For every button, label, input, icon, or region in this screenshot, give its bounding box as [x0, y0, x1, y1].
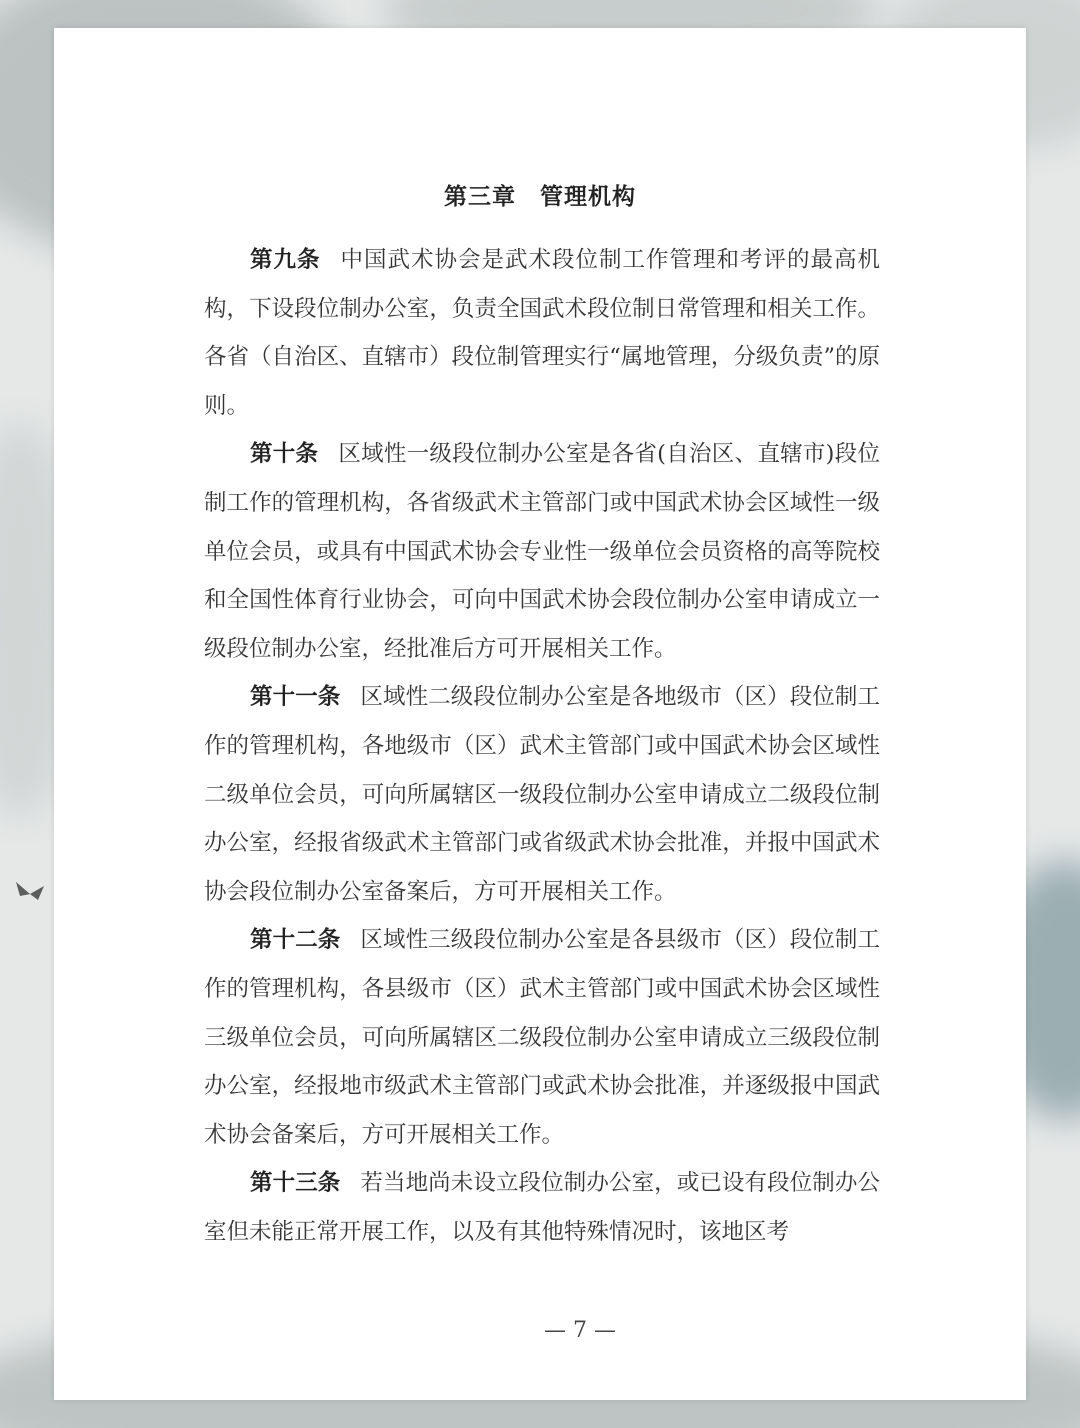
article-12: [204, 916, 880, 1159]
article-text: 若当地尚未设立段位制办公室，或已设有段位制办公室但未能正常开展工作，以及有其他特殊情况时，该地区考: [204, 1170, 880, 1245]
article-text: 区域性三级段位制办公室是各县级市（区）段位制工作的管理机构，各县级市（区）武术主管部门或中国武术协会区域性三级单位会员，可向所属辖区二级段位制办公室申请成立三级段位制办公室，经报地市级武术主管部门或武术协会批准，并逐级报中国武术协会备案后，方可开展相关工作。: [204, 927, 880, 1148]
page-number: — 7 —: [544, 1318, 616, 1343]
article-13: [204, 1159, 880, 1256]
article-label: 第十条: [250, 441, 319, 468]
article-label: 第十一条: [250, 684, 341, 711]
butterfly-icon: [12, 878, 48, 908]
article-label: 第十二条: [250, 927, 341, 954]
document-page: [54, 28, 1026, 1400]
article-9: [204, 236, 880, 430]
chapter-heading: [54, 178, 1026, 211]
chapter-number: 第三章: [444, 184, 516, 210]
chapter-title: 管理机构: [540, 184, 636, 210]
article-10: [204, 430, 880, 673]
article-11: [204, 673, 880, 916]
article-label: 第九条: [250, 247, 321, 273]
article-text: 区域性一级段位制办公室是各省(自治区、直辖市)段位制工作的管理机构，各省级武术主管部门或中国武术协会区域性一级单位会员，或具有中国武术协会专业性一级单位会员资格的高等院校和全国性体育行业协会，可向中国武术协会段位制办公室申请成立一级段位制办公室，经批准后方可开展相关工作。: [204, 441, 880, 662]
article-label: 第十三条: [250, 1170, 341, 1197]
article-text: 区域性二级段位制办公室是各地级市（区）段位制工作的管理机构，各地级市（区）武术主管部门或中国武术协会区域性二级单位会员，可向所属辖区一级段位制办公室申请成立二级段位制办公室，经报省级武术主管部门或省级武术协会批准，并报中国武术协会段位制办公室备案后，方可开展相关工作。: [204, 684, 880, 905]
article-text: 中国武术协会是武术段位制工作管理和考评的最高机构，下设段位制办公室，负责全国武术段位制日常管理和相关工作。各省（自治区、直辖市）段位制管理实行“属地管理，分级负责”的原则。: [204, 247, 880, 419]
body-text: [204, 236, 880, 1256]
